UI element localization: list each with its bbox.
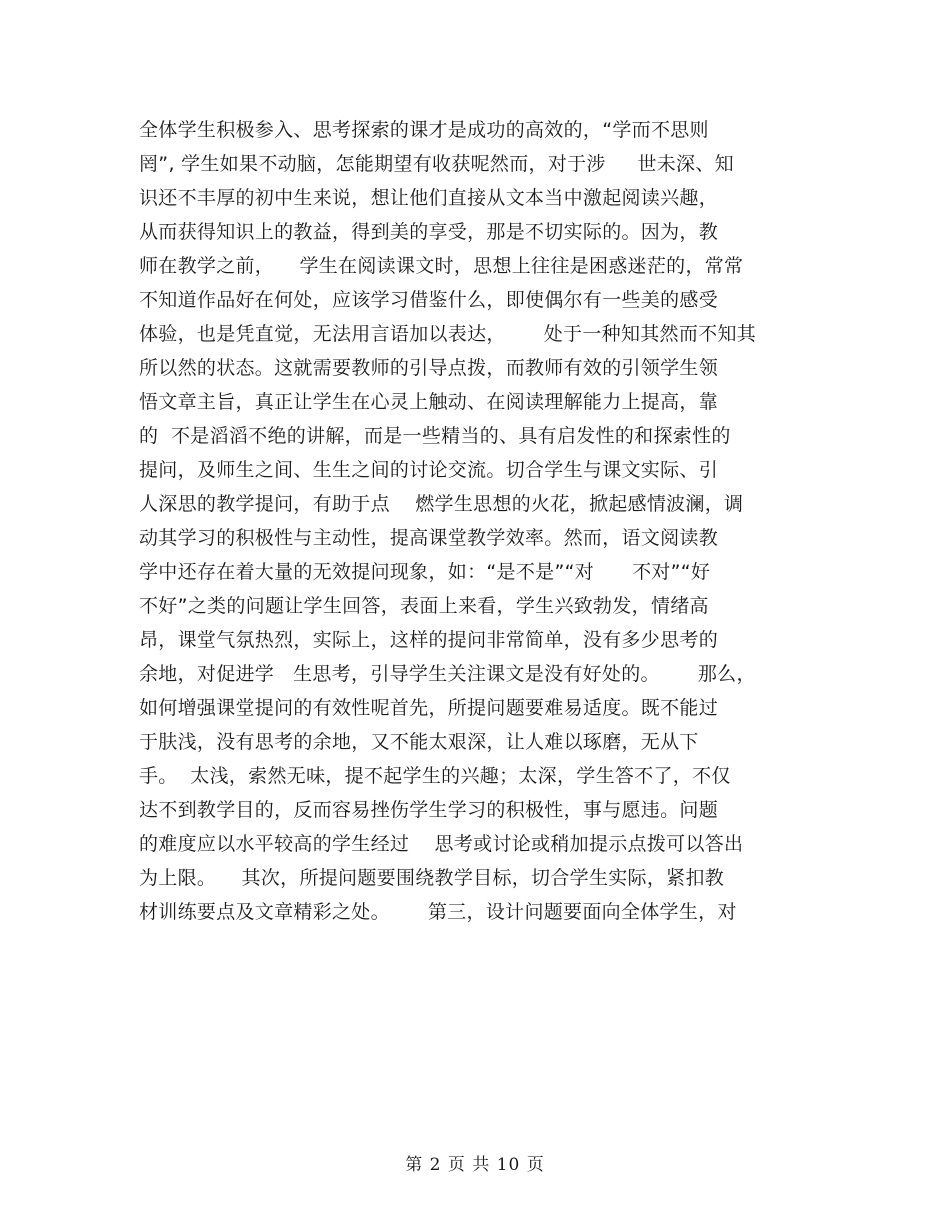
text-line: 手。 太浅，索然无味，提不起学生的兴趣；太深，学生答不了，不仅 (139, 765, 731, 787)
text-line: 学中还存在着大量的无效提问现象，如：“是不是”“对 不对”“好 (139, 561, 711, 583)
text-line: 的 不是滔滔不绝的讲解，而是一些精当的、具有启发性的和探索性的 (139, 425, 731, 447)
text-line: 材训练要点及文章精彩之处。 第三，设计问题要面向全体学生，对 (139, 901, 737, 923)
text-line: 不好”之类的问题让学生回答，表面上来看，学生兴致勃发，情绪高 (139, 595, 709, 617)
page-number-footer: 第 2 页 共 10 页 (405, 1155, 545, 1175)
text-line: 识还不丰厚的初中生来说，想让他们直接从文本当中激起阅读兴趣， (139, 187, 719, 209)
text-line: 师在教学之前， 学生在阅读课文时，思想上往往是困惑迷茫的，常常 (139, 255, 744, 277)
text-line: 全体学生积极参入、思考探索的课才是成功的高效的，“学而不思则 (139, 119, 709, 141)
text-line: 于肤浅，没有思考的余地，又不能太艰深，让人难以琢磨，无从下 (139, 731, 699, 753)
text-line: 从而获得知识上的教益，得到美的享受，那是不切实际的。因为，教 (139, 221, 719, 243)
text-line: 提问，及师生之间、生生之间的讨论交流。切合学生与课文实际、引 (139, 459, 719, 481)
text-line: 体验，也是凭直觉，无法用言语加以表达， 处于一种知其然而不知其 (139, 323, 757, 345)
text-line: 如何增强课堂提问的有效性呢首先，所提问题要难易适度。既不能过 (139, 697, 719, 719)
text-line: 动其学习的积极性与主动性，提高课堂教学效率。然而，语文阅读教 (139, 527, 719, 549)
text-line: 人深思的教学提问，有助于点 燃学生思想的火花，掀起感情波澜，调 (139, 493, 744, 515)
text-line: 达不到教学目的，反而容易挫伤学生学习的积极性，事与愿违。问题 (139, 799, 719, 821)
text-line: 为上限。 其次，所提问题要围绕教学目标，切合学生实际，紧扣教 (139, 867, 725, 889)
text-line: 所以然的状态。这就需要教师的引导点拨，而教师有效的引领学生领 (139, 357, 719, 379)
text-line: 悟文章主旨，真正让学生在心灵上触动、在阅读理解能力上提高，靠 (139, 391, 719, 413)
text-line: 不知道作品好在何处，应该学习借鉴什么，即使偶尔有一些美的感受 (139, 289, 719, 311)
text-line: 余地，对促进学 生思考，引导学生关注课文是没有好处的。 那么， (139, 663, 756, 685)
text-line: 昂，课堂气氛热烈，实际上，这样的提问非常简单，没有多少思考的 (139, 629, 719, 651)
text-line: 罔”, 学生如果不动脑，怎能期望有收获呢然而，对于涉 世未深、知 (139, 153, 734, 175)
body-text (139, 113, 819, 929)
text-line: 的难度应以水平较高的学生经过 思考或讨论或稍加提示点拨可以答出 (139, 833, 744, 855)
